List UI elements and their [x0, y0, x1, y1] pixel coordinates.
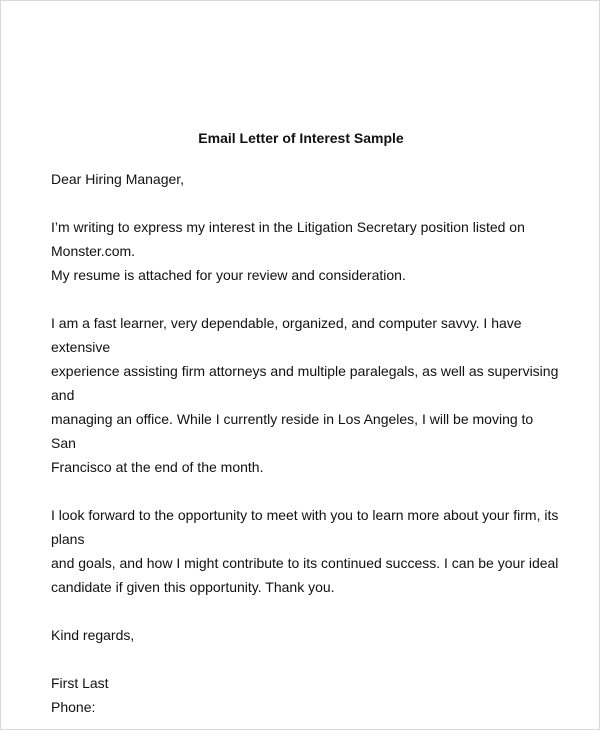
- paragraph-line: I’m writing to express my interest in the Litigation Secretary position listed on Monster.com.: [51, 219, 525, 259]
- paragraph-2: [51, 311, 561, 479]
- signature-name: First Last: [51, 675, 109, 691]
- document-title: Email Letter of Interest Sample: [198, 130, 404, 146]
- paragraph-line: and goals, and how I might contribute to its continued success. I can be your ideal: [51, 555, 559, 571]
- paragraph-line: I am a fast learner, very dependable, organized, and computer savvy. I have extensive: [51, 315, 522, 355]
- letter-body: [51, 167, 561, 719]
- salutation: Dear Hiring Manager,: [51, 171, 185, 187]
- paragraph-line: candidate if given this opportunity. Thank you.: [51, 579, 335, 595]
- signature-phone: Phone:: [51, 699, 96, 715]
- paragraph-line: I look forward to the opportunity to meet with you to learn more about your firm, its plans: [51, 507, 559, 547]
- paragraph-3: [51, 503, 561, 599]
- paragraph-line: experience assisting firm attorneys and multiple paralegals, as well as supervising and: [51, 363, 559, 403]
- paragraph-line: Francisco at the end of the month.: [51, 459, 264, 475]
- paragraph-1: [51, 215, 561, 287]
- paragraph-line: managing an office. While I currently reside in Los Angeles, I will be moving to San: [51, 411, 534, 451]
- paragraph-line: My resume is attached for your review and consideration.: [51, 267, 406, 283]
- closing: Kind regards,: [51, 627, 135, 643]
